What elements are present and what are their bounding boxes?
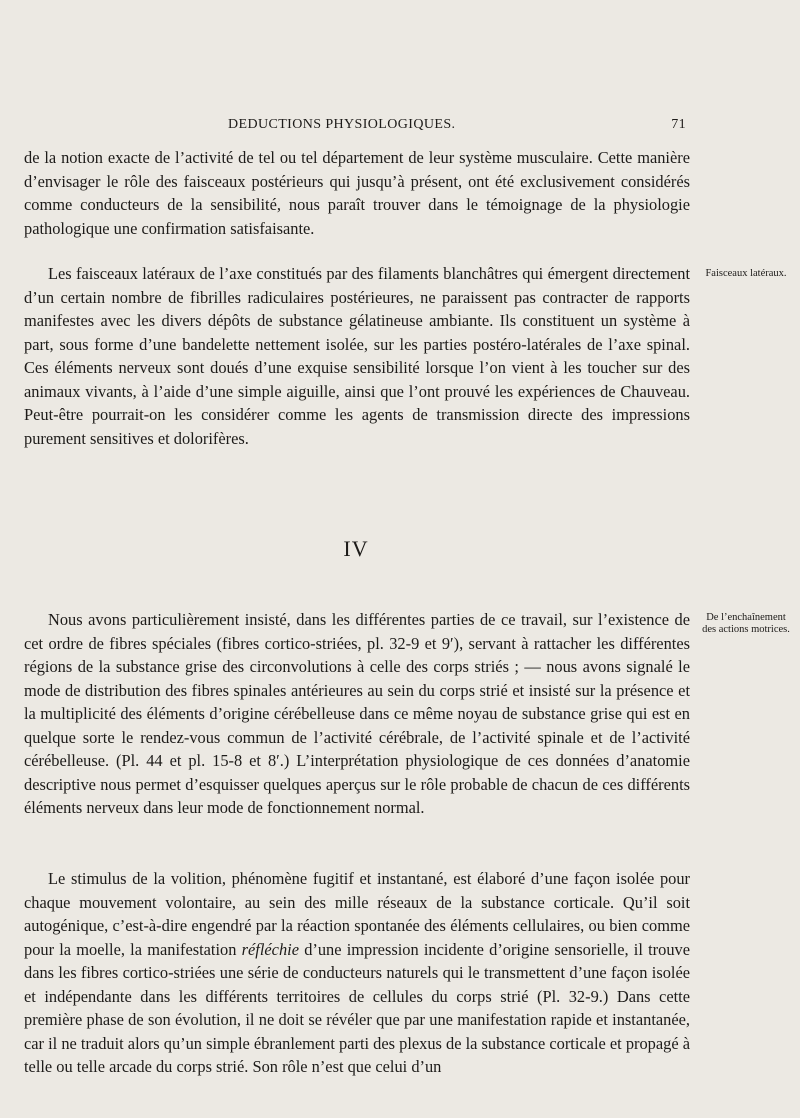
paragraph-cortico-striate-fibres: Nous avons particulièrement insisté, dans les différentes parties de ce travail, sur l’existence de cet ordre de fibres spéciales (fibres cortico-striées, pl. 32-9 et 9′), servant à rattacher les différentes régions de la substance grise des circonvolutions à celle des corps striés ; — nous avons signalé le mode de distribution des fibres spinales antérieures au sein du corps strié et insisté sur la présence et la multiplicité des éléments d’origine cérébelleuse dans ce même noyau de substance grise qui est en quelque sorte le rendez-vous commun de l’activité cérébrale, de l’activité spinale et de l’activité cérébelleuse. (Pl. 44 et pl. 15-8 et 8′.) L’interprétation physiologique de ces données d’anatomie descriptive nous permet d’esquisser quelques aperçus sur le rôle probable de chacun de ces différents éléments nerveux dans leur mode de fonctionnement normal.: [24, 610, 690, 817]
paragraph-text-segment: Le stimulus de la volition, phénomène fugitif et instantané, est élaboré d’une façon isolée pour chaque mouvement volontaire, au sein des mille réseaux de la substance corticale. Qu’il soit autogénique, c’est-à-dire engendré par la réaction spontanée des éléments cellulaires, ou bien comme pour la moelle, la manifestation: [24, 869, 690, 959]
margin-note-motor-actions: De l’enchaînement des actions motrices.: [702, 612, 790, 635]
paragraph-volition-stimulus: [24, 867, 690, 1079]
paragraph-lateral-bundles: Les faisceaux latéraux de l’axe constitués par des filaments blanchâtres qui émergent directement d’un certain nombre de fibrilles radiculaires postérieures, ne paraissent pas contracter de rapports manifestes avec les divers dépôts de substance gélatineuse ambiante. Ils constituent un système à part, sous forme d’une bandelette nettement isolée, sur les parties postéro-latérales de l’axe spinal. Ces éléments nerveux sont doués d’une exquise sensibilité lorsque l’on vient à les toucher sur des animaux vivants, à l’aide d’une simple aiguille, ainsi que l’ont prouvé les expériences de Chauveau. Peut-être pourrait-on les considérer comme les agents de transmission directe des impressions purement sensitives et dolorifères.: [24, 264, 690, 448]
margin-note-lateral-bundles: Faisceaux latéraux.: [705, 268, 787, 279]
paragraph-text-segment: d’une impression incidente d’origine sensorielle, il trouve dans les fibres cortico-striées une série de conducteurs naturels qui le transmettent d’une façon isolée et indépendante dans les différents territoires de cellules du corps strié (Pl. 32-9.) Dans cette première phase de son évolution, il ne doit se révéler que par une manifestation rapide et instantanée, car il ne traduit alors qu’un simple ébranlement parti des plexus de la substance corticale et propagé à telle ou telle arcade du corps strié. Son rôle n’est que celui d’un: [24, 939, 690, 1076]
page-number: 71: [671, 117, 686, 132]
paragraph-continuation: de la notion exacte de l’activité de tel ou tel département de leur système musculaire. Cette manière d’envisager le rôle des faisceaux postérieurs qui jusqu’à présent, ont été exclusivement considérés comme conducteurs de la sensibilité, nous paraît trouver dans le témoignage de la physiologie pathologique une confirmation satisfaisante.: [24, 148, 690, 238]
section-heading: IV: [343, 536, 369, 561]
italic-term: réfléchie: [241, 939, 299, 959]
running-title: DEDUCTIONS PHYSIOLOGIQUES.: [228, 117, 456, 132]
